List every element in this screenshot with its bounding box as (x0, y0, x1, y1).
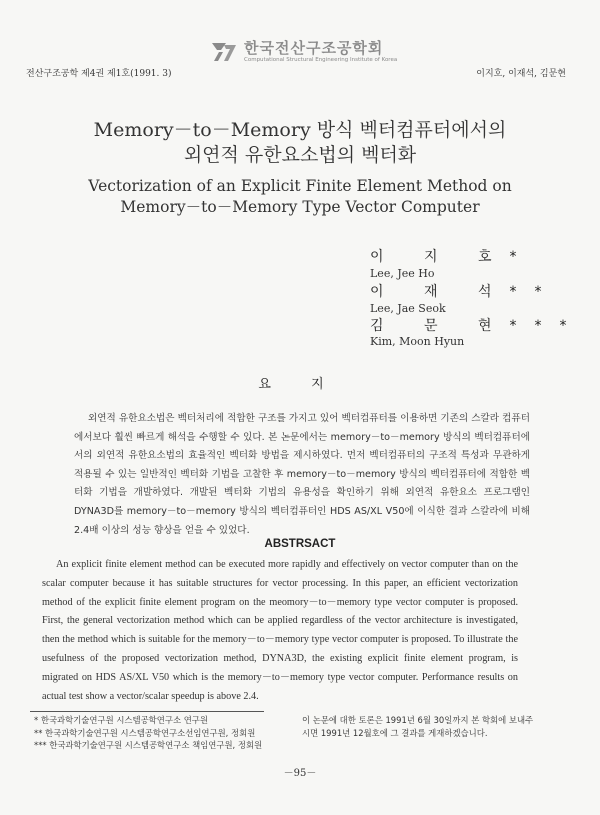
footnote-1: * 한국과학기술연구원 시스템공학연구소 연구원 (34, 715, 208, 725)
page-number: －95－ (283, 768, 317, 779)
author-1-english: Lee, Jee Ho (370, 267, 435, 280)
title-english-line-1: Vectorization of an Explicit Finite Element Method on (88, 177, 512, 195)
footnote-3: *** 한국과학기술연구원 시스템공학연구소 책임연구원, 정회원 (34, 740, 263, 750)
summary-heading: 요 지 (258, 377, 342, 392)
footnote-divider (30, 711, 264, 712)
logo-english-name: Computational Structural Engineering Institute of Korea (244, 57, 398, 63)
author-2-korean: 이 재 석** (370, 284, 560, 300)
author-3-english: Kim, Moon Hyun (370, 335, 465, 348)
journal-citation: 전산구조공학 제4권 제1호(1991. 3) (26, 69, 172, 79)
author-2-english: Lee, Jae Seok (370, 302, 446, 315)
title-korean-line-2: 외연적 유한요소법의 벡터화 (183, 144, 417, 166)
discussion-notice: 이 논문에 대한 토론은 1991년 6월 30일까지 본 학회에 보내주시면 1991년 12월호에 그 결과를 게재하겠습니다. (302, 715, 534, 738)
abstract-heading: ABSTRSACT (264, 538, 336, 550)
title-english-line-2: Memory－to－Memory Type Vector Computer (120, 198, 480, 216)
logo-mark-icon (210, 41, 238, 63)
title-korean-line-1: Memory－to－Memory 방식 벡터컴퓨터에서의 (93, 119, 507, 141)
running-authors: 이지호, 이재석, 김문현 (476, 69, 566, 79)
author-1-korean: 이 지 호* (370, 249, 535, 265)
abstract-english-text: An explicit finite element method can be executed more rapidly and effectively on vector computer than on the scalar computer because it has suitable structures for vector processing. In this paper, an efficient vectorization method of the explicit finite element program on the meomory－to－memory type vector computer is proposed. First, the general vectorization method which can be applied regardless of the vector architecture is investigated, then the method which is suitable for the memory－to－memory type vector computer is proposed. To illustrate the usefulness of the proposed vectorization method, DYNA3D, the existing explicit finite element program, is migrated on HDS AS/XL V50 which is the memory－to－memory type vector computer. Performance results on actual test show a vector/scalar speedup is above 2.4. (42, 559, 518, 702)
affiliation-footnotes (34, 714, 262, 752)
logo-korean-name: 한국전산구조공학회 (244, 39, 384, 57)
society-logo (210, 40, 397, 64)
author-3-korean: 김 문 현*** (370, 318, 585, 334)
summary-korean-text: 외연적 유한요소법은 벡터처리에 적합한 구조를 가지고 있어 벡터컴퓨터를 이용하면 기존의 스칼라 컴퓨터에서보다 훨씬 빠르게 해석을 수행할 수 있다. 본 논문에서는 memory－to－memory 방식의 벡터컴퓨터에서의 외연적 유한요소법의 효율적인 벡터화 방법을 제시하였다. 먼저 벡터컴퓨터의 구조적 특성과 무관하게 적용될 수 있는 일반적인 벡터화 기법을 고찰한 후 memory－to－memory 방식의 벡터컴퓨터에 적합한 벡터화 기법을 개발하였다. 개발된 벡터화 기법의 유용성을 확인하기 위해 외연적 유한요소 프로그램인 DYNA3D를 memory－to－memory 방식의 벡터컴퓨터인 HDS AS/XL V50에 이식한 결과 스칼라에 비해 2.4배 이상의 성능 향상을 얻을 수 있었다. (74, 413, 530, 536)
footnote-2: ** 한국과학기술연구원 시스템공학연구소선임연구원, 정회원 (34, 727, 256, 738)
